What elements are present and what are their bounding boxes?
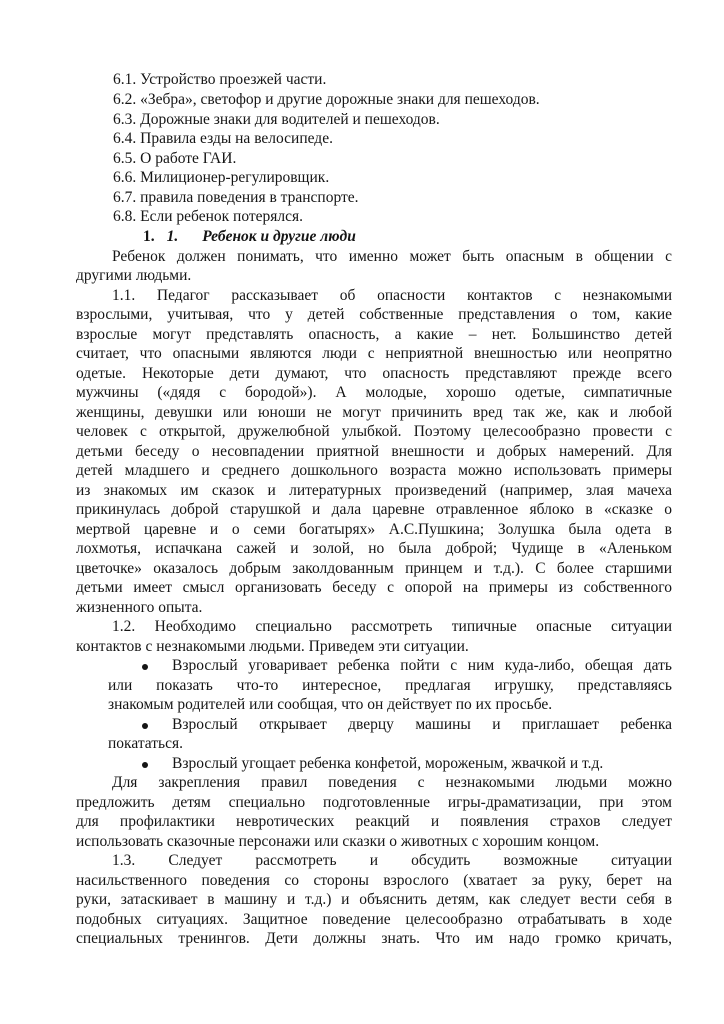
bullet-item: Взрослый уговаривает ребенка пойти с ним куда-либо, обещая дать [172, 657, 672, 674]
paragraph-line: детей младшего и среднего дошкольного возраста можно использовать примеры [76, 462, 672, 479]
bullet-continuation: покататься. [108, 735, 183, 752]
paragraph-line: взрослыми, учитывая, что у детей собственные представления о том, какие [76, 306, 672, 323]
paragraph-line: из знакомых им сказок и литературных произведений (например, злая мачеха [76, 482, 672, 499]
paragraph-line: предложить детям специально подготовленные игры-драматизации, при этом [76, 794, 672, 811]
paragraph-line: лохмотья, испачкана сажей и золой, но была доброй; Чудище в «Аленьком [76, 540, 672, 557]
paragraph-line: насильственного поведения со стороны взрослого (хватает за руку, берет на [76, 872, 672, 889]
paragraph-line: женщины, девушки или юноши не могут причинить вред так же, как и любой [76, 404, 672, 421]
heading-number: 1. [143, 228, 155, 245]
heading-subnumber: 1. [166, 228, 179, 245]
paragraph-line: 1.3. Следует рассмотреть и обсудить возможные ситуации [112, 852, 672, 869]
toc-item: 6.3. Дорожные знаки для водителей и пешеходов. [113, 111, 440, 128]
bullet-marker [142, 762, 148, 768]
toc-item: 6.1. Устройство проезжей части. [113, 71, 327, 88]
paragraph-line: 1.1. Педагог рассказывает об опасности контактов с незнакомыми [112, 287, 672, 304]
bullet-marker [142, 723, 148, 729]
paragraph-line: жизненного опыта. [76, 599, 203, 616]
paragraph-line: другими людьми. [76, 267, 192, 284]
bullet-continuation: или показать что-то интересное, предлагая игрушку, представляясь [108, 677, 672, 694]
bullet-item: Взрослый угощает ребенка конфетой, мороженым, жвачкой и т.д. [172, 755, 604, 772]
bullet-continuation: знакомым родителей или сообщая, что он действует по их просьбе. [108, 696, 553, 713]
toc-item: 6.2. «Зебра», светофор и другие дорожные знаки для пешеходов. [113, 91, 540, 108]
toc-item: 6.5. О работе ГАИ. [113, 150, 237, 167]
paragraph-line: для профилактики невротических реакций и появления страхов следует [76, 813, 672, 830]
bullet-item: Взрослый открывает дверцу машины и приглашает ребенка [172, 716, 672, 733]
paragraph-line: использовать сказочные персонажи или сказки о животных с хорошим концом. [76, 833, 600, 850]
paragraph-line: мужчины («дядя с бородой»). А молодые, хорошо одетые, симпатичные [76, 384, 672, 401]
paragraph-line: мертвой царевне и о семи богатырях» А.С.Пушкина; Золушка была одета в [76, 521, 672, 538]
paragraph-line: детьми беседу о несовпадении приятной внешности и добрых намерений. Для [76, 443, 672, 460]
paragraph-line: руки, затаскивает в машину и т.д.) и объяснить детям, как следует вести себя в [76, 891, 672, 908]
toc-item: 6.6. Милиционер-регулировщик. [113, 169, 330, 186]
paragraph-line: контактов с незнакомыми людьми. Приведем эти ситуации. [76, 638, 469, 655]
toc-item: 6.7. правила поведения в транспорте. [113, 189, 359, 206]
paragraph-line: подобных ситуациях. Защитное поведение целесообразно отрабатывать в ходе [76, 911, 672, 928]
paragraph-line: Для закрепления правил поведения с незнакомыми людьми можно [112, 774, 672, 791]
section-heading [143, 227, 543, 247]
paragraph-line: Ребенок должен понимать, что именно может быть опасным в общении с [112, 248, 672, 265]
paragraph-line: цветочке» оказалось добрым заколдованным принцем и т.д.). С более старшими [76, 560, 672, 577]
paragraph-line: считает, что опасными являются люди с неприятной внешностью или неопрятно [76, 345, 672, 362]
paragraph-line: взрослые могут представлять опасность, а какие – нет. Большинство детей [76, 326, 672, 343]
bullet-marker [142, 664, 148, 670]
toc-item: 6.4. Правила езды на велосипеде. [113, 130, 333, 147]
paragraph-line: человек с открытой, дружелюбной улыбкой. Поэтому целесообразно провести с [76, 423, 672, 440]
paragraph-line: прикинулась доброй старушкой и дала царевне отравленное яблоко в «сказке о [76, 501, 672, 518]
paragraph-line: одетые. Некоторые дети думают, что опасность представляют прежде всего [76, 365, 672, 382]
paragraph-line: 1.2. Необходимо специально рассмотреть типичные опасные ситуации [112, 618, 672, 635]
heading-title: Ребенок и другие люди [202, 228, 356, 245]
toc-item: 6.8. Если ребенок потерялся. [113, 208, 304, 225]
paragraph-line: специальных тренингов. Дети должны знать. Что им надо громко кричать, [76, 930, 672, 947]
paragraph-line: детьми имеет смысл организовать беседу с опорой на примеры из собственного [76, 579, 672, 596]
